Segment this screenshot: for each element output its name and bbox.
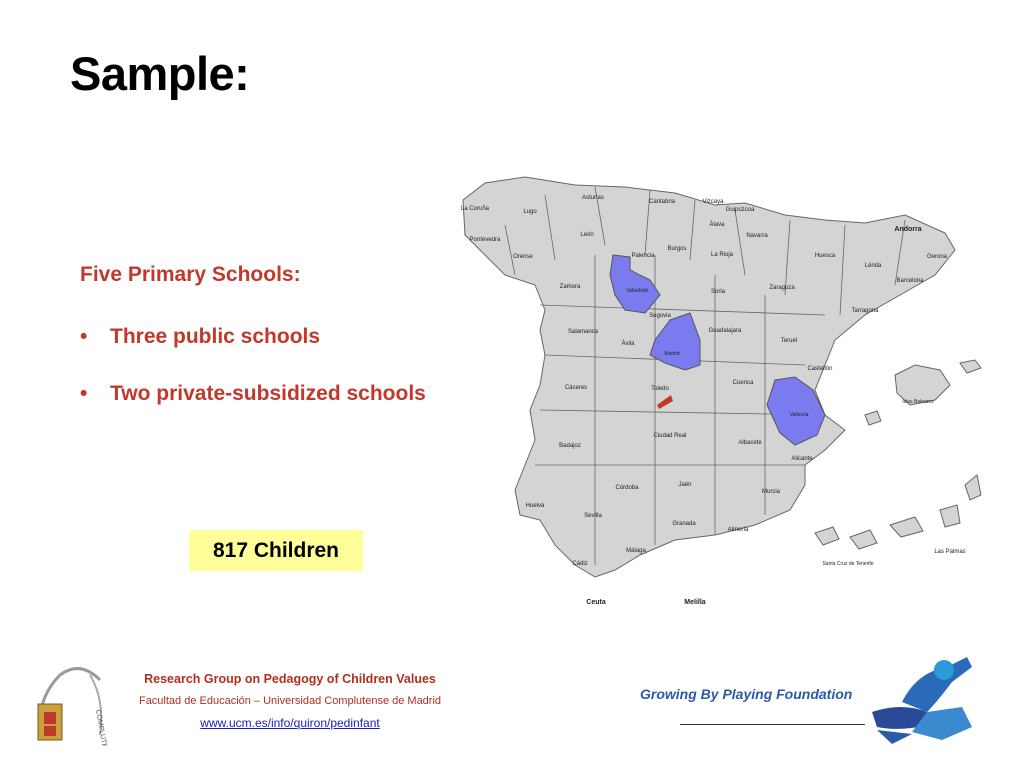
- map-label-valladolid: Valladolid: [626, 288, 648, 294]
- canary-5-shape: [965, 475, 981, 500]
- map-label-gerona: Gerona: [926, 254, 948, 260]
- map-label-alava: Álava: [709, 222, 725, 228]
- map-label-cuenca: Cuenca: [732, 380, 754, 386]
- map-label-las-palmas: Las Palmas: [934, 549, 966, 555]
- map-label-cadiz: Cádiz: [572, 561, 588, 567]
- footer-credits: [110, 672, 470, 730]
- map-label-lerida: Lérida: [864, 263, 882, 269]
- spain-map: [445, 165, 990, 610]
- map-label-alicante: Alicante: [791, 456, 813, 462]
- map-label-castellon: Castellón: [807, 366, 833, 372]
- map-label-ceuta: Ceuta: [586, 599, 606, 606]
- map-label-toledo: Toledo: [651, 386, 669, 392]
- map-label-ciudad-real: Ciudad Real: [653, 433, 687, 439]
- map-label-asturias: Asturias: [582, 195, 604, 201]
- map-label-guadalajara: Guadalajara: [708, 328, 742, 334]
- map-label-malaga: Málaga: [626, 548, 646, 554]
- sample-count-box: 817 Children: [189, 530, 363, 571]
- map-label-teruel: Teruel: [780, 338, 798, 344]
- schools-list: [80, 325, 426, 406]
- map-label-almeria: Almería: [727, 527, 749, 533]
- map-label-la-coruna: La Coruña: [460, 206, 490, 212]
- map-label-tarragona: Tarragona: [851, 308, 879, 314]
- faculty-name: Facultad de Educación – Universidad Complutense de Madrid: [138, 695, 442, 707]
- map-label-soria: Soria: [710, 289, 726, 295]
- map-label-guipuzcoa: Guipúzcoa: [725, 207, 755, 213]
- website-link[interactable]: www.ucm.es/info/quiron/pedinfant: [200, 716, 380, 730]
- map-label-lugo: Lugo: [523, 209, 537, 215]
- map-label-madrid: Madrid: [664, 351, 680, 357]
- footer-divider: [680, 724, 865, 725]
- map-label-badajoz: Badajoz: [559, 443, 581, 449]
- map-label-huelva: Huelva: [525, 503, 545, 509]
- university-logo: [30, 660, 114, 746]
- map-label-granada: Granada: [672, 521, 696, 527]
- map-label-orense: Orense: [513, 254, 533, 260]
- bullet-text: Three public schools: [110, 325, 321, 348]
- list-item: [80, 382, 426, 406]
- map-label-burgos: Burgos: [667, 246, 687, 252]
- map-label-huesca: Huesca: [814, 253, 836, 259]
- ibiza-shape: [865, 411, 881, 425]
- canary-2-shape: [850, 530, 877, 549]
- canary-3-shape: [890, 517, 923, 537]
- map-label-islas-baleares: Islas Baleares: [902, 399, 934, 405]
- canary-4-shape: [940, 505, 960, 527]
- logo-text: COMPLUTENSIS: [94, 709, 111, 746]
- map-label-murcia: Murcia: [761, 489, 781, 495]
- map-label-vizcaya: Vizcaya: [702, 199, 724, 205]
- foundation-logo-icon: [872, 652, 982, 746]
- map-label-jaen: Jaén: [678, 482, 692, 488]
- foundation-name: Growing By Playing Foundation: [640, 686, 853, 702]
- map-label-salamanca: Salamanca: [567, 329, 599, 335]
- map-label-cantabria: Cantabria: [648, 199, 676, 205]
- map-label-avila: Ávila: [621, 341, 635, 347]
- map-label-sevilla: Sevilla: [584, 513, 602, 519]
- map-label-la-rioja: La Rioja: [710, 252, 734, 258]
- schools-heading: Five Primary Schools:: [80, 263, 301, 286]
- map-label-santa-cruz: Santa Cruz de Tenerife: [822, 561, 874, 567]
- slide-title: Sample:: [70, 47, 250, 100]
- schools-block: [80, 263, 426, 439]
- map-label-andorra: Andorra: [894, 226, 922, 233]
- bullet-text: Two private-subsidized schools: [110, 382, 426, 405]
- map-label-valencia: Valencia: [789, 412, 809, 418]
- map-label-melilla: Melilla: [684, 599, 706, 606]
- list-item: [80, 325, 426, 349]
- map-label-pontevedra: Pontevedra: [469, 237, 501, 243]
- menorca-shape: [960, 360, 981, 373]
- bullet-icon: •: [80, 325, 88, 348]
- bullet-icon: •: [80, 382, 88, 405]
- map-label-caceres: Cáceres: [564, 385, 588, 391]
- map-label-albacete: Albacete: [738, 440, 762, 446]
- peninsula-shape: [460, 177, 955, 577]
- map-label-leon: León: [580, 232, 594, 238]
- canary-1-shape: [815, 527, 839, 545]
- map-label-barcelona: Barcelona: [896, 278, 924, 284]
- map-label-palencia: Palencia: [631, 253, 655, 259]
- map-label-cordoba: Córdoba: [615, 485, 639, 491]
- map-label-navarra: Navarra: [746, 233, 768, 239]
- map-label-segovia: Segovia: [649, 313, 671, 319]
- research-group-name: Research Group on Pedagogy of Children Values: [144, 672, 436, 686]
- map-label-zaragoza: Zaragoza: [769, 285, 795, 291]
- map-label-zamora: Zamora: [559, 284, 581, 290]
